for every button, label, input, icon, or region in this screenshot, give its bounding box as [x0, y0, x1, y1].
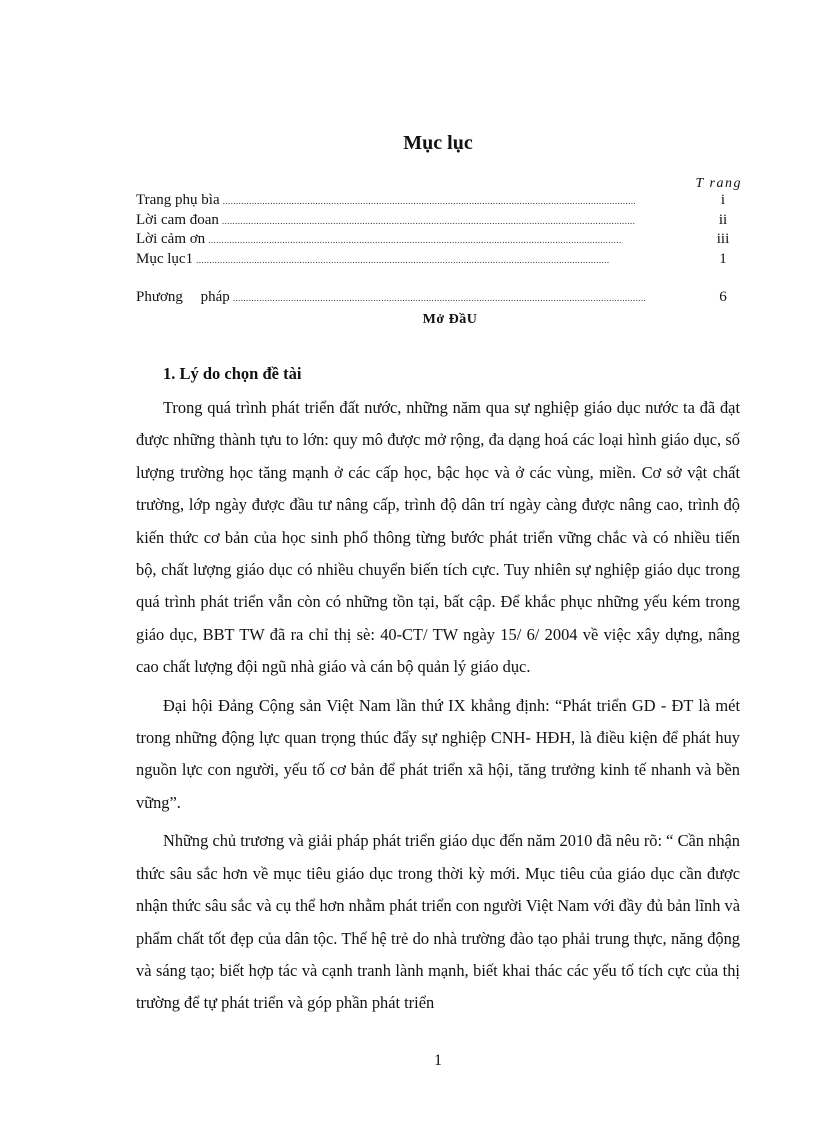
toc-entry: [136, 251, 741, 271]
paragraph: Những chủ trương và giải pháp phát triển giáo dục đến năm 2010 đã nêu rõ: “ Cần nhận thức sâu sắc hơn về mục tiêu giáo dục trong thời kỳ mới. Mục tiêu của giáo dục cần được nhận thức sâu sắc và cụ thể hơn nhằm phát triển con người Việt Nam với đầy đủ bản lĩnh và phẩm chất tốt đẹp của dân tộc. Thế hệ trẻ do nhà trường đào tạo phải trung thực, năng động và sáng tạo; biết hợp tác và cạnh tranh lành mạnh, biết khai thác các yếu tố tích cực của thị trường để tự phát triển và góp phần phát triển: [136, 831, 740, 1013]
toc-entry-label: Phương pháp: [136, 289, 230, 305]
toc-page-column-header: T rang: [695, 176, 742, 191]
toc-leader-dots: ............................................................................................................................................................: [208, 235, 622, 245]
toc-entry: [136, 289, 741, 309]
toc-leader-dots: ............................................................................................................................................................: [232, 293, 647, 303]
toc-leader-dots: ............................................................................................................................................................: [196, 254, 610, 265]
paragraph: Trong quá trình phát triển đất nước, những năm qua sự nghiệp giáo dục nước ta đã đạt được những thành tựu to lớn: quy mô được mở rộng, đa dạng hoá các loại hình giáo dục, số lượng trường học tăng mạnh ở các cấp học, bậc học và ở các vùng, miền. Cơ sở vật chất trường, lớp ngày được đầu tư nâng cấp, trình độ dân trí ngày càng được nâng cao, trình độ kiến thức cơ bản của học sinh phổ thông từng bước phát triển vững chắc và có nhiều tiến bộ, chất lượng giáo dục có nhiều chuyển biến tích cực. Tuy nhiên sự nghiệp giáo dục trong quá trình phát triển vẫn còn có những tồn tại, bất cập. Để khắc phục những yếu kém trong giáo dục, BBT TW đã ra chỉ thị sè: 40-CT/ TW ngày 15/ 6/ 2004 về việc xây dựng, nâng cao chất lượng đội ngũ nhà giáo và cán bộ quản lý giáo dục.: [136, 398, 740, 677]
table-of-contents: [136, 192, 741, 309]
toc-entry: [136, 212, 741, 232]
toc-entry-page: iii: [716, 231, 730, 247]
toc-entry-label: Lời cam đoan: [136, 211, 219, 228]
toc-entry-label: Trang phụ bìa: [136, 192, 220, 208]
section-heading: Mở ĐầU: [422, 312, 478, 327]
subsection-heading: 1. Lý do chọn đề tài: [163, 364, 302, 383]
toc-entry-page: i: [720, 192, 726, 208]
toc-entry-label: Lời cảm ơn: [136, 231, 206, 247]
paragraph: Đại hội Đảng Cộng sản Việt Nam lần thứ IX khẳng định: “Phát triển GD - ĐT là mét trong những động lực quan trọng thúc đẩy sự nghiệp CNH- HĐH, là điều kiện để phát huy nguồn lực con người, yếu tố cơ bản để phát triển xã hội, tăng trưởng kinh tế nhanh và bền vững”.: [136, 695, 740, 812]
toc-entry-page: ii: [718, 211, 728, 228]
body-text: [136, 392, 740, 1026]
toc-entry: [136, 192, 741, 212]
page-number: 1: [434, 1052, 442, 1069]
toc-leader-dots: ............................................................................................................................................................: [221, 215, 636, 226]
toc-leader-dots: ............................................................................................................................................................: [222, 196, 637, 206]
toc-title: Mục lục: [403, 132, 473, 154]
toc-entry-page: 6: [719, 289, 727, 305]
toc-entry-label: Mục lục1: [136, 250, 194, 267]
toc-entry: [136, 231, 741, 251]
toc-entry-page: 1: [719, 250, 727, 267]
